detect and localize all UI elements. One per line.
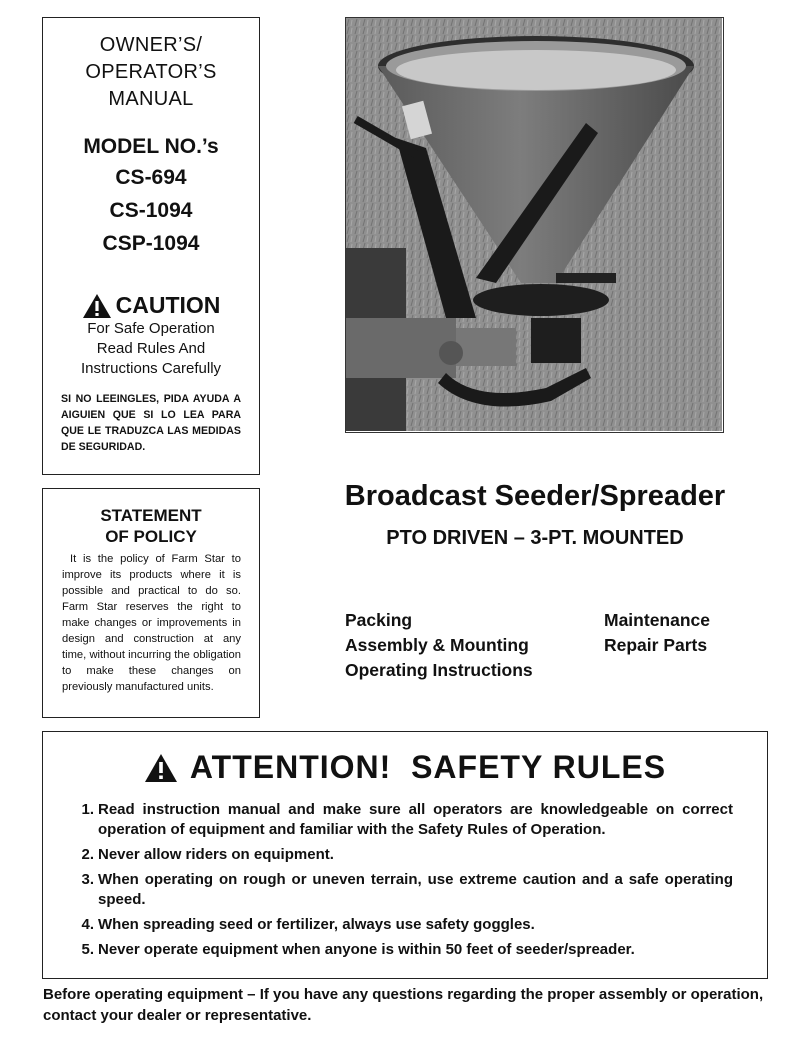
owners-manual-box bbox=[42, 17, 260, 475]
contents-list-left bbox=[345, 608, 533, 683]
policy-text: It is the policy of Farm Star to improve its products where it is possible and practical to do so. Farm Star reserves the right to make changes or improvements in design and construction at any time, without incurring the obligation to make these changes on previously manufactured units. bbox=[62, 553, 241, 693]
spanish-notice: SI NO LEEINGLES, PIDA AYUDA A AIGUIEN QUE SI LO LEA PARA QUE LE TRADUZCA LAS MEDIDAS DE SEGURIDAD. bbox=[61, 393, 241, 453]
policy-title: STATEMENT OF POLICY bbox=[100, 506, 202, 546]
model-list bbox=[43, 161, 259, 260]
contents-item: Assembly & Mounting bbox=[345, 635, 529, 655]
safety-rules-heading: ATTENTION! SAFETY RULES bbox=[43, 749, 767, 786]
contents-item: Operating Instructions bbox=[345, 660, 533, 680]
contents-list-right bbox=[604, 608, 710, 658]
warning-triangle-icon bbox=[82, 293, 112, 319]
safety-rule: 5. Never operate equipment when anyone is within 50 feet of seeder/spreader. bbox=[81, 941, 635, 958]
spreader-illustration bbox=[346, 18, 722, 431]
model-number: CS-1094 bbox=[109, 199, 193, 222]
safety-rule: 1. Read instruction manual and make sure all operators are knowledgeable on correct operation of equipment and familiar with the Safety Rules of Operation. bbox=[81, 801, 733, 838]
product-title: Broadcast Seeder/Spreader bbox=[344, 480, 726, 512]
safety-rule: 4. When spreading seed or fertilizer, always use safety goggles. bbox=[81, 916, 535, 933]
seeder-spreader-photo bbox=[345, 17, 724, 433]
contents-item: Maintenance bbox=[604, 610, 710, 630]
warning-triangle-icon bbox=[144, 753, 178, 783]
caution-instructions: For Safe Operation Read Rules And Instructions Carefully bbox=[80, 320, 222, 377]
safety-rules-box bbox=[42, 731, 768, 979]
contents-item: Repair Parts bbox=[604, 635, 708, 655]
footer-note: Before operating equipment – If you have any questions regarding the proper assembly or operation, contact your dealer or representative. bbox=[43, 986, 764, 1024]
model-number: CSP-1094 bbox=[102, 232, 200, 255]
product-subtitle: PTO DRIVEN – 3-PT. MOUNTED bbox=[386, 527, 684, 549]
models-heading: MODEL NO.’s bbox=[83, 135, 219, 158]
contents-item: Packing bbox=[345, 610, 413, 630]
caution-heading: CAUTION bbox=[43, 292, 259, 319]
model-number: CS-694 bbox=[115, 166, 187, 189]
safety-rule: 3. When operating on rough or uneven terrain, use extreme caution and a safe operating speed. bbox=[81, 871, 733, 908]
safety-rule: 2. Never allow riders on equipment. bbox=[81, 846, 334, 863]
manual-title: OWNER’S/ OPERATOR’S MANUAL bbox=[85, 34, 217, 110]
safety-rules-list bbox=[74, 800, 733, 960]
policy-box bbox=[42, 488, 260, 718]
